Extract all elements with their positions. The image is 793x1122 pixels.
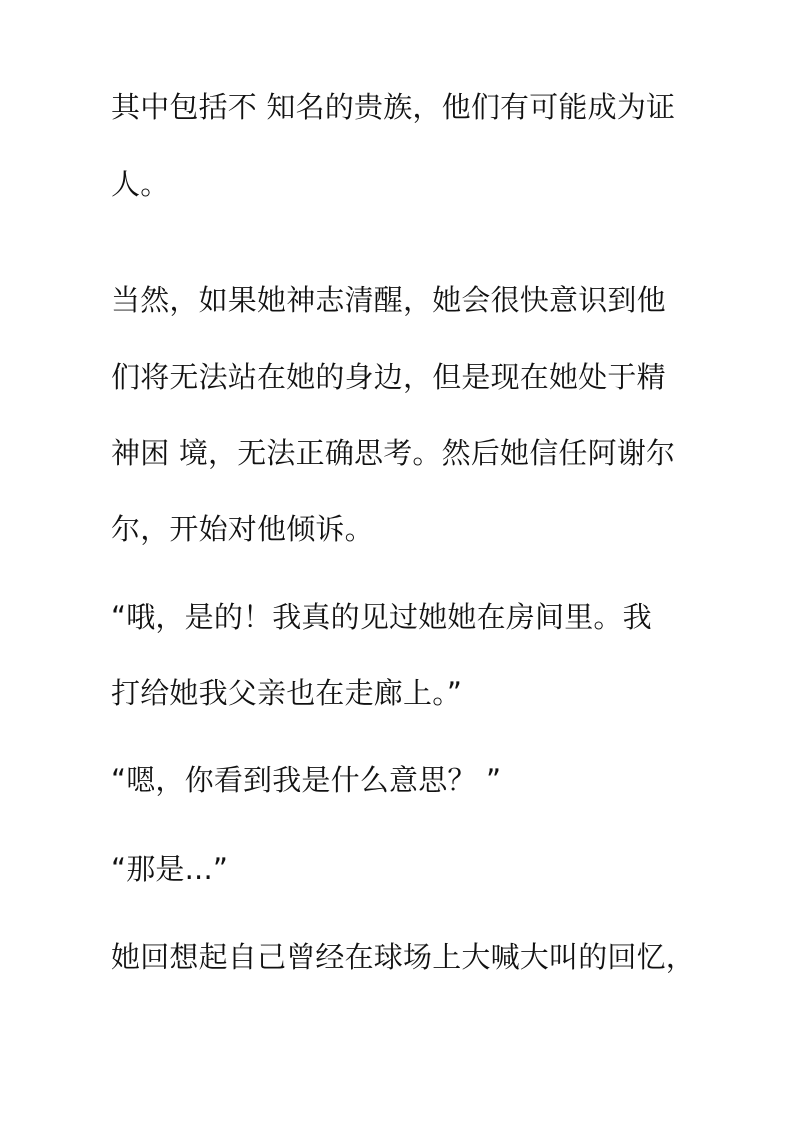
text-line: 打给她我父亲也在走廊上。” <box>111 676 463 710</box>
text-line: 其中包括不 知名的贵族，他们有可能成为证 <box>111 90 676 124</box>
text-line: 神困 境，无法正确思考。然后她信任阿谢尔 <box>111 436 676 470</box>
text-line: 她回想起自己曾经在球场上大喊大叫的回忆， <box>111 940 696 974</box>
text-line: 尔，开始对他倾诉。 <box>111 512 374 546</box>
text-line: “嗯，你看到我是什么意思？ ” <box>111 763 502 797</box>
text-line: 人。 <box>111 167 170 201</box>
text-line: “哦，是的！我真的见过她她在房间里。我 <box>111 600 652 634</box>
text-line: “那是...” <box>111 852 229 886</box>
text-line: 当然，如果她神志清醒，她会很快意识到他 <box>111 283 666 317</box>
text-line: 们将无法站在她的身边，但是现在她处于精 <box>111 360 666 394</box>
